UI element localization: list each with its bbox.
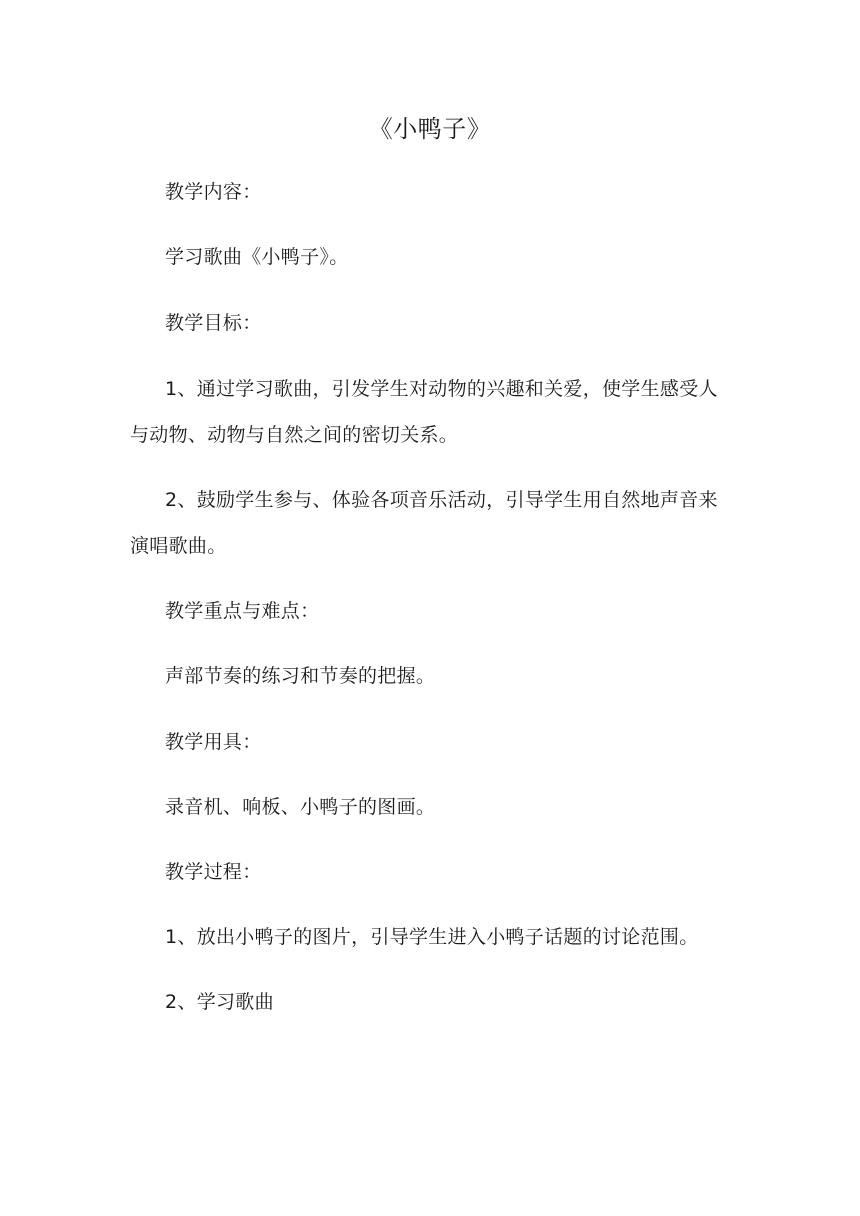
process-step-2: 2、学习歌曲 [165,991,274,1013]
content-heading: 教学内容： [165,181,262,203]
goal-2-line-1: 2、鼓励学生参与、体验各项音乐活动，引导学生用自然地声音来 [165,489,718,511]
goals-heading: 教学目标： [165,312,262,334]
goal-1-line-2: 与动物、动物与自然之间的密切关系。 [130,424,459,446]
document-title: 《小鸭子》 [368,115,492,143]
process-step-1: 1、放出小鸭子的图片，引导学生进入小鸭子话题的讨论范围。 [165,926,699,948]
tools-heading: 教学用具： [165,731,262,753]
goal-1-line-1: 1、通过学习歌曲，引发学生对动物的兴趣和关爱，使学生感受人 [165,378,718,400]
content-text: 学习歌曲《小鸭子》。 [165,246,349,268]
goal-2-line-2: 演唱歌曲。 [130,535,227,557]
tools-text: 录音机、响板、小鸭子的图画。 [165,796,436,818]
process-heading: 教学过程： [165,861,262,883]
key-points-text: 声部节奏的练习和节奏的把握。 [165,665,436,687]
key-points-heading: 教学重点与难点： [165,600,320,622]
